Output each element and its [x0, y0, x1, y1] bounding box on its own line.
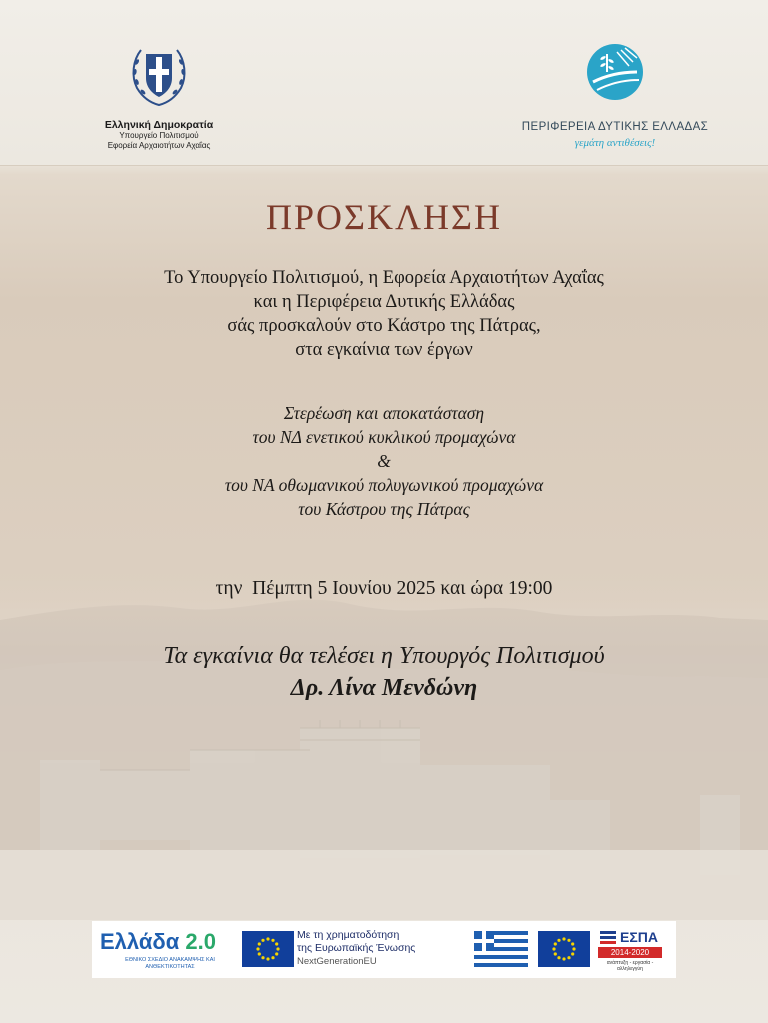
greece-2-0-word: Ελλάδα	[100, 929, 180, 954]
intro-line: στα εγκαίνια των έργων	[295, 340, 473, 360]
works-line: του ΝΔ ενετικού κυκλικού προμαχώνα	[252, 427, 516, 447]
intro-line: και η Περιφέρεια Δυτικής Ελλάδας	[253, 292, 515, 312]
invitation-title: ΠΡΟΣΚΛΗΣΗ	[265, 197, 503, 237]
works-line: Στερέωση και αποκατάσταση	[283, 403, 485, 423]
next-generation-eu-label: NextGenerationEU	[297, 956, 377, 967]
greece-2-0-number: 2.0	[185, 929, 216, 954]
eu-flag-icon	[242, 931, 294, 967]
officiant-line: Τα εγκαίνια θα τελέσει η Υπουργός Πολιτισμού	[163, 643, 605, 669]
region-slogan: γεμάτη αντιθέσεις!	[574, 137, 656, 149]
eu-funding-line: της Ευρωπαϊκής Ένωσης	[297, 942, 416, 954]
eu-funding-text	[297, 929, 415, 968]
greece-2-0-subtitle: ΕΘΝΙΚΟ ΣΧΕΔΙΟ ΑΝΑΚΑΜΨΗΣ ΚΑΙ ΑΝΘΕΚΤΙΚΟΤΗΤΑΣ	[125, 957, 215, 970]
eu-funding-line: Με τη χρηματοδότηση	[297, 929, 400, 941]
espa-flag-icon	[600, 931, 616, 945]
greece-2-0-logo	[100, 929, 216, 955]
ephorate-label: Εφορεία Αρχαιοτήτων Αχαΐας	[107, 141, 211, 150]
works-line: του Κάστρου της Πάτρας	[298, 499, 470, 519]
espa-years: 2014-2020	[598, 947, 662, 958]
espa-motto: ανάπτυξη - εργασία - αλληλεγγύη	[606, 960, 654, 972]
greek-flag-icon	[474, 931, 528, 967]
invitation-intro	[0, 266, 768, 362]
works-description	[0, 401, 768, 521]
officiant-block	[0, 640, 768, 704]
works-line: &	[377, 451, 391, 471]
ministry-of-culture-label: Υπουργείο Πολιτισμού	[119, 131, 199, 140]
funding-logos-strip	[92, 921, 676, 978]
western-greece-region-logo	[520, 42, 710, 149]
espa-logo	[598, 929, 662, 971]
event-date: την Πέμπτη 5 Ιουνίου 2025 και ώρα 19:00	[215, 578, 553, 599]
works-line: του ΝΑ οθωμανικού πολυγωνικού προμαχώνα	[224, 475, 544, 495]
intro-line: Το Υπουργείο Πολιτισμού, η Εφορεία Αρχαιοτήτων Αχαΐας	[164, 268, 604, 288]
header-band	[0, 0, 768, 166]
officiant-name: Δρ. Λίνα Μενδώνη	[290, 675, 478, 701]
espa-word: ΕΣΠΑ	[620, 929, 658, 945]
western-greece-region-logo-icon	[585, 42, 645, 102]
hellenic-republic-emblem-icon	[129, 42, 189, 108]
patras-castle-illustration	[0, 560, 768, 920]
hellenic-republic-logo	[100, 42, 218, 151]
region-name: ΠΕΡΙΦΕΡΕΙΑ ΔΥΤΙΚΗΣ ΕΛΛΑΔΑΣ	[521, 121, 709, 133]
eu-flag-icon	[538, 931, 590, 967]
hellenic-republic-title: Ελληνική Δημοκρατία	[104, 119, 214, 131]
intro-line: σάς προσκαλούν στο Κάστρο της Πάτρας,	[227, 316, 541, 336]
